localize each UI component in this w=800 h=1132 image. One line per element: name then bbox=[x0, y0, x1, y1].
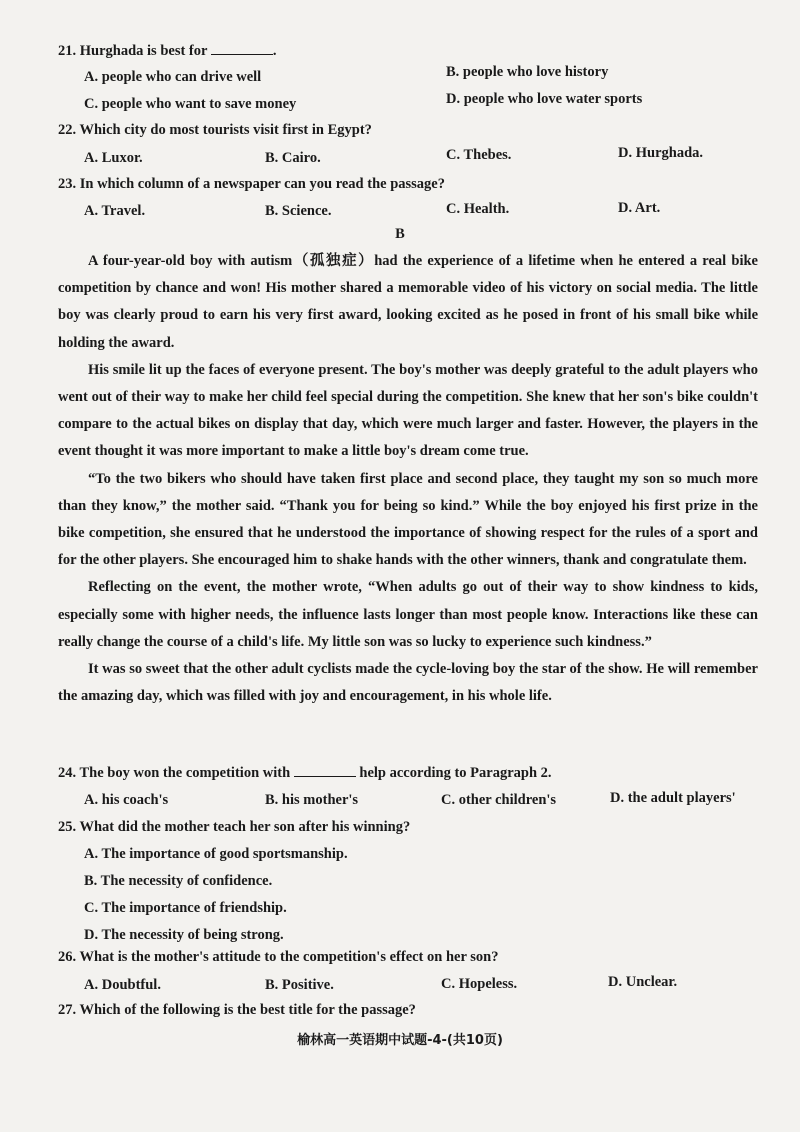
q22-option-d: D. Hurghada. bbox=[618, 145, 704, 161]
q21-option-a: A. people who can drive well bbox=[84, 69, 262, 85]
question-27-stem: 27. Which of the following is the best title for the passage? bbox=[58, 1002, 416, 1018]
q25-option-b: B. The necessity of confidence. bbox=[84, 873, 273, 889]
answer-blank bbox=[294, 762, 356, 777]
passage-paragraph-2: His smile lit up the faces of everyone present. The boy's mother was deeply grateful to the adult players who went out of their way to make her child feel special during the competition. She knew that her son's bike couldn't compare to the actual bikes on display that day, which were much larger and faster. However, the players in the event thought it was more important to make a little boy's dream come true. bbox=[58, 361, 758, 460]
q23-option-c: C. Health. bbox=[446, 201, 510, 217]
q21-option-c: C. people who want to save money bbox=[84, 96, 297, 112]
q22-option-a: A. Luxor. bbox=[84, 150, 143, 166]
q21-option-d: D. people who love water sports bbox=[446, 91, 643, 107]
q23-option-d: D. Art. bbox=[618, 200, 661, 216]
q23-option-a: A. Travel. bbox=[84, 203, 146, 219]
q22-option-b: B. Cairo. bbox=[265, 150, 321, 166]
q26-option-b: B. Positive. bbox=[265, 977, 334, 993]
q24-option-c: C. other children's bbox=[441, 792, 557, 808]
q25-option-a: A. The importance of good sportsmanship. bbox=[84, 846, 348, 862]
passage-paragraph-5: It was so sweet that the other adult cyclists made the cycle-loving boy the star of the show. He will remember the amazing day, which was filled with joy and encouragement, in his whole life. bbox=[58, 661, 758, 705]
q21-option-b: B. people who love history bbox=[446, 64, 609, 80]
passage-paragraph-3: “To the two bikers who should have taken first place and second place, they taught my son so much more than they know,” the mother said. “Thank you for being so kind.” While the boy enjoyed his first prize in the bike competition, she ensured that he understood the importance of showing respect for the rules of a sport and for the other players. She encouraged him to shake hands with the other winners, thank and congratulate them. bbox=[58, 470, 758, 569]
passage-paragraph-1: A four-year-old boy with autism（孤独症）had the experience of a lifetime when he entered a real bike competition by chance and won! His mother shared a memorable video of his victory on social media. The little boy was clearly proud to earn his very first award, looking excited as he posed in front of his small bike while holding the award. bbox=[58, 253, 758, 351]
q25-option-c: C. The importance of friendship. bbox=[84, 900, 287, 916]
q24-option-d: D. the adult players' bbox=[610, 790, 736, 806]
q26-option-c: C. Hopeless. bbox=[441, 976, 518, 992]
q24-option-a: A. his coach's bbox=[84, 792, 169, 808]
question-26-stem: 26. What is the mother's attitude to the competition's effect on her son? bbox=[58, 949, 499, 965]
passage bbox=[58, 248, 758, 710]
question-22-stem: 22. Which city do most tourists visit first in Egypt? bbox=[58, 122, 372, 138]
question-21-stem: 21. Hurghada is best for . bbox=[58, 40, 276, 61]
answer-blank bbox=[211, 40, 273, 55]
q24-option-b: B. his mother's bbox=[265, 792, 359, 808]
q26-option-d: D. Unclear. bbox=[608, 974, 678, 990]
question-25-stem: 25. What did the mother teach her son after his winning? bbox=[58, 819, 411, 835]
passage-paragraph-4: Reflecting on the event, the mother wrote, “When adults go out of their way to show kindness to kids, especially some with higher needs, the influence lasts longer than most people know. Interactions like these can really change the course of a child's life. My little son was so lucky to experience such kindness.” bbox=[58, 579, 758, 650]
question-24-stem: 24. The boy won the competition with help according to Paragraph 2. bbox=[58, 762, 552, 783]
q26-option-a: A. Doubtful. bbox=[84, 977, 161, 993]
question-23-stem: 23. In which column of a newspaper can you read the passage? bbox=[58, 176, 445, 192]
q25-option-d: D. The necessity of being strong. bbox=[84, 927, 284, 943]
q22-option-c: C. Thebes. bbox=[446, 147, 512, 163]
page-footer: 榆林高一英语期中试题-4-(共10页) bbox=[297, 1033, 503, 1048]
q23-option-b: B. Science. bbox=[265, 203, 332, 219]
section-label: B bbox=[395, 226, 405, 242]
